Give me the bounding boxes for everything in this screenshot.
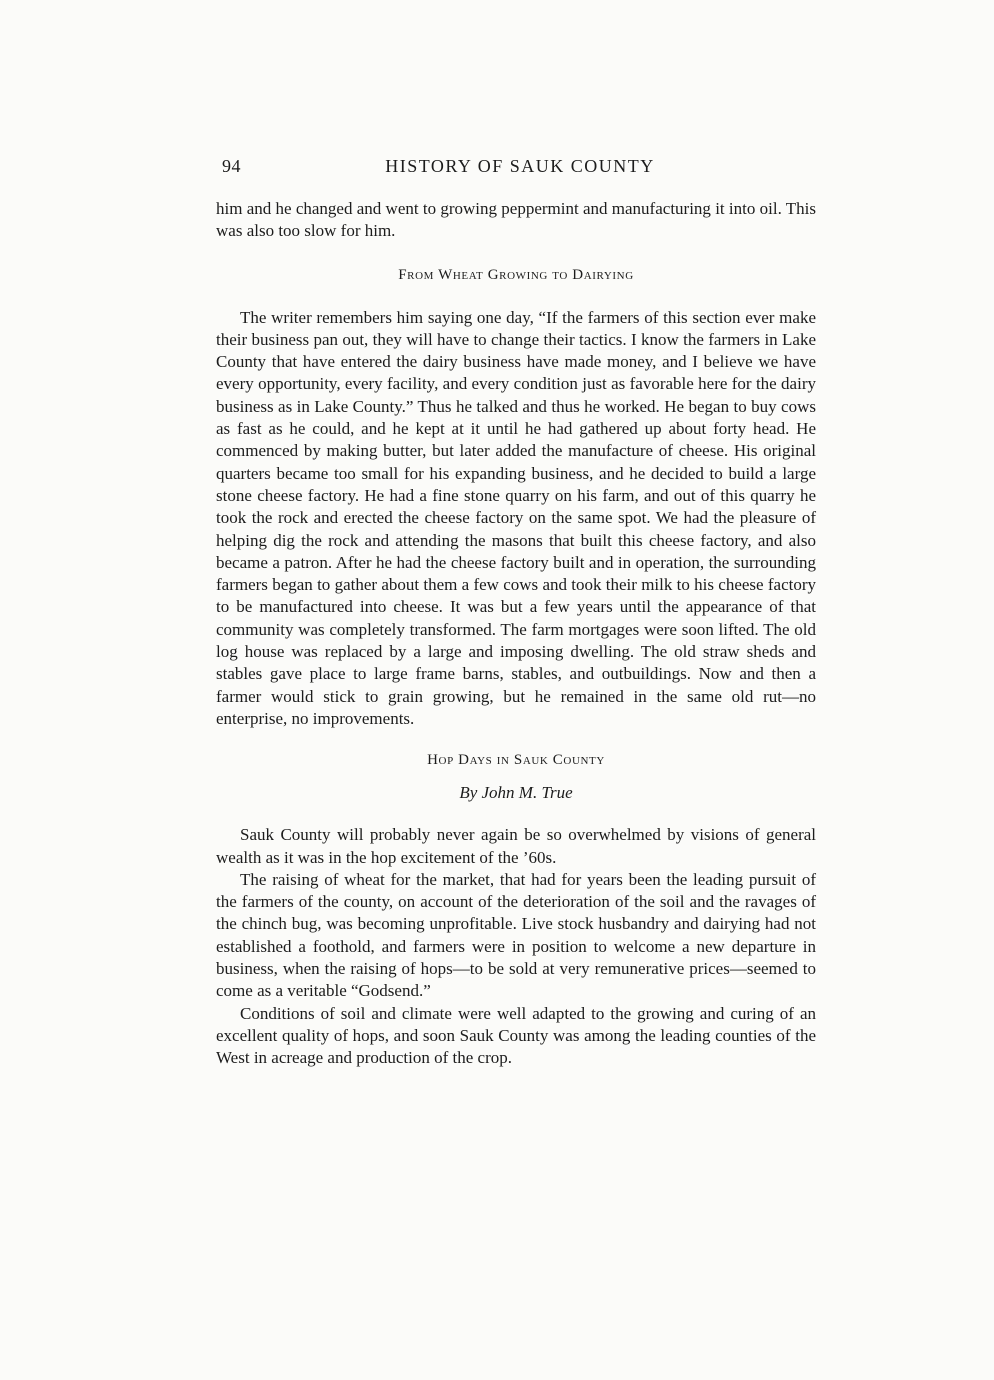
author-byline: By John M. True [459,783,573,803]
continued-paragraph: him and he changed and went to growing peppermint and manufacturing it into oil. This was also too slow for him. [216,199,816,241]
running-title: HISTORY OF SAUK COUNTY [385,156,655,176]
page-header [222,156,818,184]
section-heading-dairying: From Wheat Growing to Dairying [398,266,634,283]
paragraph-hop-3: Conditions of soil and climate were well adapted to the growing and curing of an excellent quality of hops, and soon Sauk County was among the leading counties of the West in acreage and production of the crop. [216,1003,816,1068]
section-heading-hop-days: Hop Days in Sauk County [427,752,605,769]
text-column [216,198,816,1070]
page-number: 94 [222,156,241,176]
paragraph-dairying-1: The writer remembers him saying one day, “If the farmers of this section ever make their business pan out, they will have to change their tactics. I know the farmers in Lake County that have entered the dairy business have made money, and I believe we have every opportunity, every facility, and every condition just as favorable here for the dairy business as in Lake County.” Thus he talked and thus he worked. He began to buy cows as fast as he could, and he kept at it until he had gathered up about forty head. He commenced by making butter, but later added the manufacture of cheese. His original quarters became too small for his expanding business, and he decided to build a large stone cheese factory. He had a fine stone quarry on his farm, and out of this quarry he took the rock and erected the cheese factory on the same spot. We had the pleasure of helping dig the rock and attending the masons that built this cheese factory, and also became a patron. After he had the cheese factory built and in operation, the surrounding farmers began to gather about them a few cows and took their milk to his cheese factory to be manufactured into cheese. It was but a few years until the appearance of that community was completely transformed. The farm mortgages were soon lifted. The old log house was replaced by a large and imposing dwelling. The old straw sheds and stables gave place to large frame barns, stables, and outbuildings. Now and then a farmer would stick to grain growing, but he remained in the same old rut—no enterprise, no improvements. [216,307,816,728]
paragraph-hop-2: The raising of wheat for the market, that had for years been the leading pursuit of the farmers of the county, on account of the deterioration of the soil and the ravages of the chinch bug, was becoming unprofitable. Live stock husbandry and dairying had not established a foothold, and farmers were in position to welcome a new departure in business, when the raising of hops—to be sold at very remunerative prices—seemed to come as a veritable “Godsend.” [216,869,816,1001]
paragraph-hop-1: Sauk County will probably never again be so overwhelmed by visions of general wealth as it was in the hop excitement of the ’60s. [216,825,816,867]
